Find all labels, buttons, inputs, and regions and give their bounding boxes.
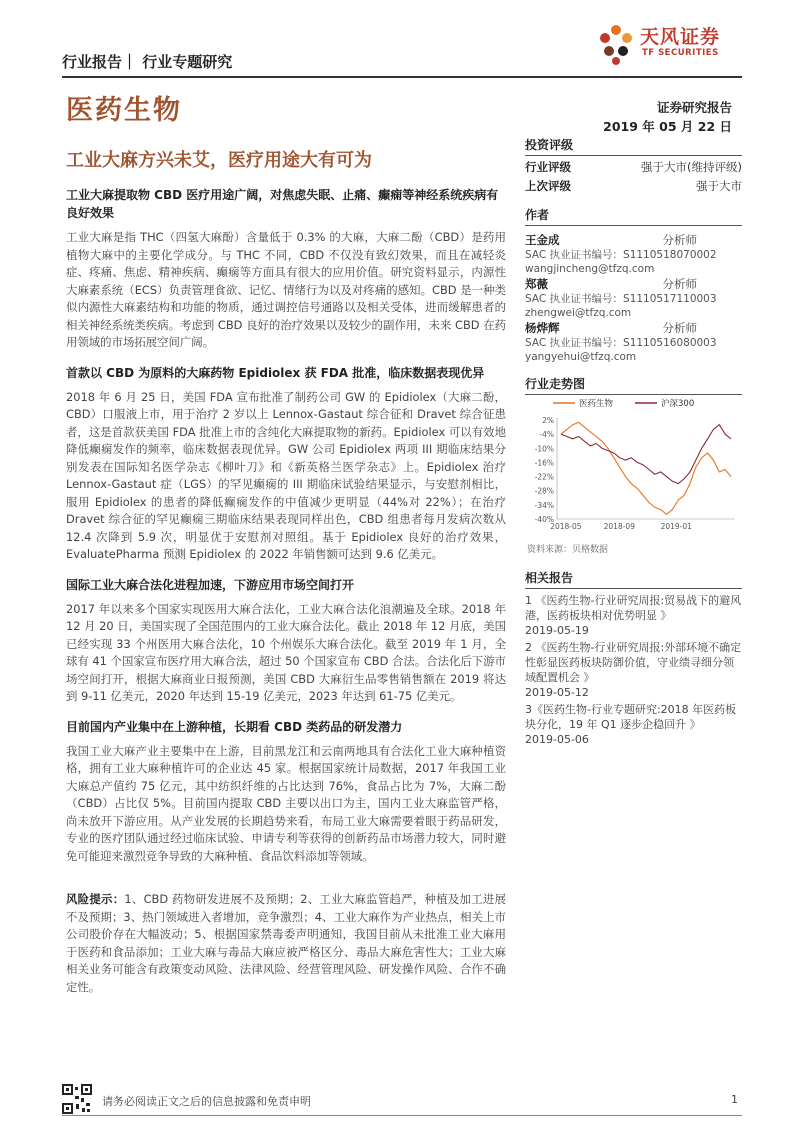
page-number: 1 <box>731 1093 738 1106</box>
headline: 工业大麻方兴未艾，医疗用途大有可为 <box>66 150 372 171</box>
related-report[interactable] <box>525 640 742 700</box>
author-panel <box>525 206 742 364</box>
logo-name-cn: 天风证券 <box>640 26 721 48</box>
section <box>66 186 506 352</box>
related-panel <box>525 569 742 749</box>
related-report-title[interactable]: 2 《医药生物-行业研究周报:外部环境不确定性彰显医药板块防御价值，守业绩寻细分领域配置机会 》 <box>525 641 742 684</box>
y-tick-label: -28% <box>534 486 554 496</box>
related-report-date: 2019-05-06 <box>525 733 589 746</box>
footer-divider <box>62 1115 742 1116</box>
logo-name-en: TF SECURITIES <box>642 48 719 58</box>
section <box>66 364 506 564</box>
author <box>525 320 742 364</box>
related-report-title[interactable]: 3《医药生物-行业专题研究:2018 年医药板块分化，19 年 Q1 逐步企稳回升 》 <box>525 703 737 731</box>
section-body: 我国工业大麻产业主要集中在上游，目前黑龙江和云南两地具有合法化工业大麻种植资格，拥有工业大麻种植许可的企业达 45 家。根据国家统计局数据，2017 年我国工业大麻总产值约 75 亿元，其中纺织纤维的占比达到 76%，食品占比为 7%，大麻二酚（CBD）占比仅 5%。目前国内提取 CBD 主要以出口为主，国内工业大麻监管严格，尚未放开下游应用。从产业发展的长期趋势来看，布局工业大麻需要着眼于药品研发，专业的医疗团队通过经过临床试验、申请专利等获得的创新药品市场潜力较大，同时避免可能迎来激烈竞争导致的大麻种植、食品饮料添加等领域。 <box>66 743 506 863</box>
rating-row <box>525 158 742 177</box>
author-name: 杨烨辉 <box>525 321 560 335</box>
author-email[interactable]: wangjincheng@tfzq.com <box>525 263 655 275</box>
legend-label: 沪深300 <box>661 399 695 409</box>
y-tick-label: 2% <box>542 416 554 425</box>
section <box>66 718 506 866</box>
related-report-title[interactable]: 1 《医药生物-行业研究周报:贸易战下的避风港，医药板块相对优势明显 》 <box>525 594 742 622</box>
author-name: 王金成 <box>525 233 560 247</box>
qr-code-icon <box>62 1084 92 1114</box>
chart-source: 资料来源：贝格数据 <box>527 545 609 555</box>
y-tick-label: -40% <box>534 515 554 524</box>
y-tick-label: -22% <box>534 472 554 482</box>
author <box>525 276 742 320</box>
rating-key: 上次评级 <box>525 179 571 193</box>
author-email[interactable]: zhengwei@tfzq.com <box>525 307 632 319</box>
author-name: 郑薇 <box>525 277 548 291</box>
section-body: 2018 年 6 月 25 日，美国 FDA 宣布批准了制药公司 GW 的 Epidiolex（大麻二酚，CBD）口服液上市，用于治疗 2 岁以上 Lennox-Gastaut 综合征和 Dravet 综合征患者，这是首款获美国 FDA 批准上市的含纯化大麻提取物的新药。Epidiolex 可以有效地降低癫痫发作的频率，临床数据表现优异。GW 公司 Epidiolex 两项 III 期临床结果分别发表在国际知名医学杂志《柳叶刀》和《新英格兰医学杂志》上。Epidiolex 治疗 Lennox-Gastaut 症（LGS）的罕见癫痫的 III 期临床试验结果显示，与安慰剂相比，服用 Epidiolex 的患者的降低癫痫发作的中值减少更明显（44%对 22%）；在治疗 Dravet 综合征的罕见癫痫三期临床结果表现同样出色，CBD 组患者每月发病次数从 12.4 次降到 5.9 次，明显优于安慰剂对照组。基于 Epidiolex 良好的治疗效果，EvaluatePharma 预测 Epidiolex 的 2022 年销售额可达到 9.6 亿美元。 <box>66 389 506 561</box>
author-title: 作者 <box>525 206 742 226</box>
related-report[interactable] <box>525 702 742 747</box>
industry-title: 医药生物 <box>66 95 182 126</box>
author-role: 分析师 <box>662 321 697 335</box>
author-role: 分析师 <box>662 277 697 291</box>
y-tick-label: -16% <box>534 458 554 468</box>
related-title: 相关报告 <box>525 569 742 589</box>
risk-label: 风险提示： <box>66 892 125 906</box>
related-report-date: 2019-05-19 <box>525 624 589 637</box>
report-date: 2019 年 05 月 22 日 <box>603 119 732 134</box>
report-type: 行业报告｜ 行业专题研究 <box>62 53 233 71</box>
author-cert: SAC 执业证书编号：S1110517110003 <box>525 293 717 305</box>
header-divider <box>62 76 742 78</box>
x-tick-label: 2018-09 <box>603 522 635 531</box>
footer-disclaimer: 请务必阅读正文之后的信息披露和免责申明 <box>102 1095 311 1108</box>
author-email[interactable]: yangyehui@tfzq.com <box>525 351 637 363</box>
legend-label: 医药生物 <box>579 399 614 409</box>
trend-title: 行业走势图 <box>525 375 742 395</box>
section <box>66 576 506 706</box>
section-body: 工业大麻是指 THC（四氢大麻酚）含量低于 0.3% 的大麻，大麻二酚（CBD）是药用植物大麻中的主要化学成分。与 THC 不同，CBD 不仅没有致幻效果，而且在减轻炎症、疼痛、焦虑、精神疾病、癫痫等方面具有很大的应用价值。研究资料显示，内源性大麻素系统（ECS）负责管理食欲、记忆、情绪行为以及对疼痛的感知。CBD 是一种类似内源性大麻素结构和功能的物质，通过调控信号通路以及相关受体，进而缓解患者的相关神经系统类疾病。考虑到 CBD 良好的治疗效果以及较少的副作用，未来 CBD 在药用领域的市场拓展空间广阔。 <box>66 230 506 349</box>
author-cert: SAC 执业证书编号：S1110518070002 <box>525 249 717 261</box>
main-column <box>66 186 506 1008</box>
risk-warning <box>66 891 506 996</box>
section-title: 工业大麻提取物 CBD 医疗用途广阔，对焦虑失眠、止痛、癫痫等神经系统疾病有良好效果 <box>66 188 499 220</box>
section-body: 2017 年以来多个国家实现医用大麻合法化，工业大麻合法化浪潮遍及全球。2018 年 12 月 20 日，美国实现了全国范围内的工业大麻合法化。截止 2018 年 12 月底，美国已经实现 33 个州医用大麻合法化，10 个州娱乐大麻合法化。截至 2019 年 1 月，全球有 41 个国家宣布医疗用大麻合法，超过 50 个国家宣布 CBD 合法。合法化后下游市场空间打开，根据大麻商业日报预测，美国 CBD 大麻衍生品零售销售额在 2019 将达到 9-11 亿美元，2020 年达到 15-19 亿美元，2023 年达到 61-75 亿美元。 <box>66 601 506 703</box>
industry-trend-chart <box>525 392 742 540</box>
risk-body: 1、CBD 药物研发进展不及预期；2、工业大麻监管趋严，种植及加工进展不及预期；3、热门领域进入者增加，竞争激烈；4、工业大麻作为产业热点，相关上市公司股价存在大幅波动；5、根据国家禁毒委声明通知，我国目前从未批准工业大麻用于医药和食品添加；工业大麻与毒品大麻应被严格区分、毒品大麻危害性大；工业大麻相关业务可能含有政策变动风险、法律风险、经营管理风险、研发操作风险、合作不确定性。 <box>66 892 506 994</box>
rating-title: 投资评级 <box>525 136 742 156</box>
rating-value: 强于大市(维持评级) <box>641 160 742 174</box>
related-report[interactable] <box>525 593 742 638</box>
y-tick-label: -4% <box>539 430 554 440</box>
rating-row <box>525 177 742 196</box>
section-title: 国际工业大麻合法化进程加速，下游应用市场空间打开 <box>66 577 355 592</box>
related-report-date: 2019-05-12 <box>525 686 589 699</box>
y-tick-label: -10% <box>534 444 554 454</box>
rating-panel <box>525 136 742 196</box>
series-line <box>561 422 731 514</box>
author-role: 分析师 <box>662 233 697 247</box>
y-tick-label: -34% <box>534 500 554 510</box>
author <box>525 232 742 276</box>
x-tick-label: 2019-01 <box>660 522 692 531</box>
author-cert: SAC 执业证书编号：S1110516080003 <box>525 337 717 349</box>
x-tick-label: 2018-05 <box>550 522 582 531</box>
rating-value: 强于大市 <box>696 179 742 193</box>
report-tag: 证券研究报告 <box>656 100 732 115</box>
section-title: 首款以 CBD 为原料的大麻药物 Epidiolex 获 FDA 批准，临床数据表现优异 <box>66 365 485 380</box>
rating-key: 行业评级 <box>525 160 571 174</box>
section-title: 目前国内产业集中在上游种植，长期看 CBD 类药品的研发潜力 <box>66 719 403 734</box>
